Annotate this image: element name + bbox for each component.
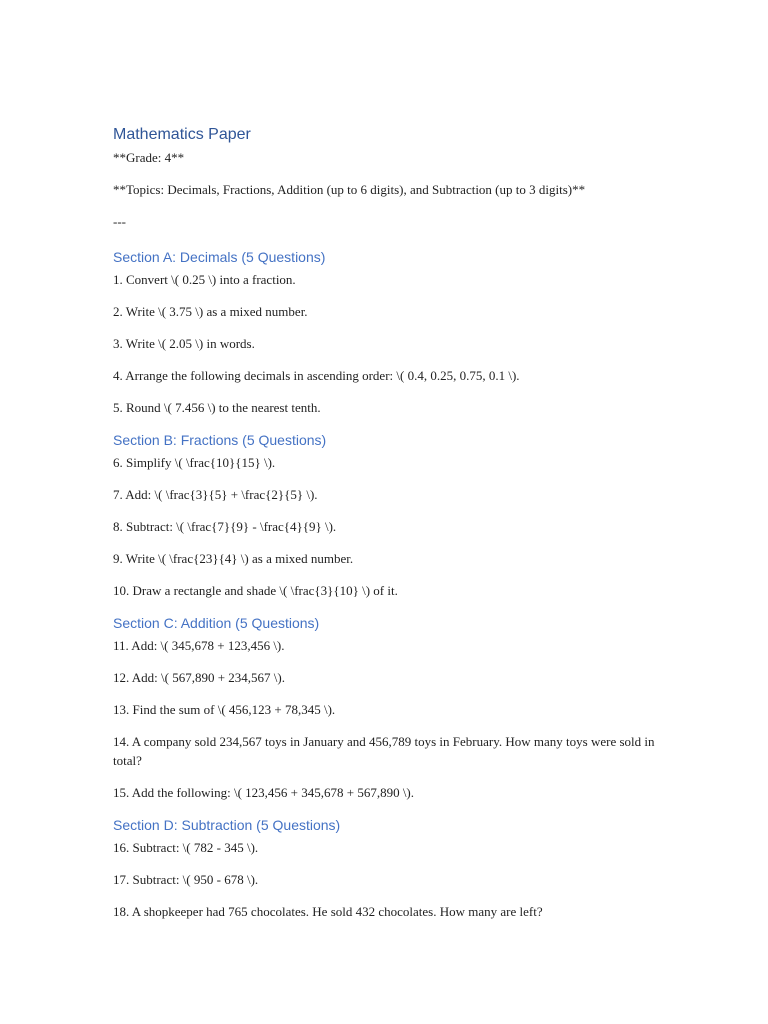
horizontal-rule-text: --- — [113, 214, 126, 229]
question-15: 15. Add the following: \( 123,456 + 345,678 + 567,890 \). — [113, 785, 415, 800]
section-c-heading: Section C: Addition (5 Questions) — [113, 615, 320, 631]
question-17: 17. Subtract: \( 950 - 678 \). — [113, 872, 259, 887]
question-3: 3. Write \( 2.05 \) in words. — [113, 336, 255, 351]
section-d — [113, 815, 658, 921]
document-page — [113, 124, 658, 934]
section-a — [113, 247, 658, 417]
question-16: 16. Subtract: \( 782 - 345 \). — [113, 840, 259, 855]
section-d-heading: Section D: Subtraction (5 Questions) — [113, 817, 341, 833]
question-8: 8. Subtract: \( \frac{7}{9} - \frac{4}{9} \). — [113, 519, 337, 534]
question-6: 6. Simplify \( \frac{10}{15} \). — [113, 455, 276, 470]
grade-line: **Grade: 4** — [113, 150, 185, 165]
question-2: 2. Write \( 3.75 \) as a mixed number. — [113, 304, 308, 319]
question-11: 11. Add: \( 345,678 + 123,456 \). — [113, 638, 285, 653]
question-18: 18. A shopkeeper had 765 chocolates. He sold 432 chocolates. How many are left? — [113, 904, 543, 919]
question-7: 7. Add: \( \frac{3}{5} + \frac{2}{5} \). — [113, 487, 318, 502]
section-b-heading: Section B: Fractions (5 Questions) — [113, 432, 327, 448]
question-5: 5. Round \( 7.456 \) to the nearest tenth. — [113, 400, 321, 415]
question-12: 12. Add: \( 567,890 + 234,567 \). — [113, 670, 285, 685]
question-13: 13. Find the sum of \( 456,123 + 78,345 \). — [113, 702, 336, 717]
section-b — [113, 430, 658, 600]
document-title: Mathematics Paper — [113, 126, 251, 143]
topics-line: **Topics: Decimals, Fractions, Addition (up to 6 digits), and Subtraction (up to 3 digits)** — [113, 182, 586, 197]
question-9: 9. Write \( \frac{23}{4} \) as a mixed number. — [113, 551, 354, 566]
question-1: 1. Convert \( 0.25 \) into a fraction. — [113, 272, 296, 287]
question-4: 4. Arrange the following decimals in ascending order: \( 0.4, 0.25, 0.75, 0.1 \). — [113, 368, 520, 383]
question-14: 14. A company sold 234,567 toys in January and 456,789 toys in February. How many toys were sold in total? — [113, 734, 655, 768]
section-c — [113, 613, 658, 802]
question-10: 10. Draw a rectangle and shade \( \frac{3}{10} \) of it. — [113, 583, 398, 598]
section-a-heading: Section A: Decimals (5 Questions) — [113, 249, 326, 265]
